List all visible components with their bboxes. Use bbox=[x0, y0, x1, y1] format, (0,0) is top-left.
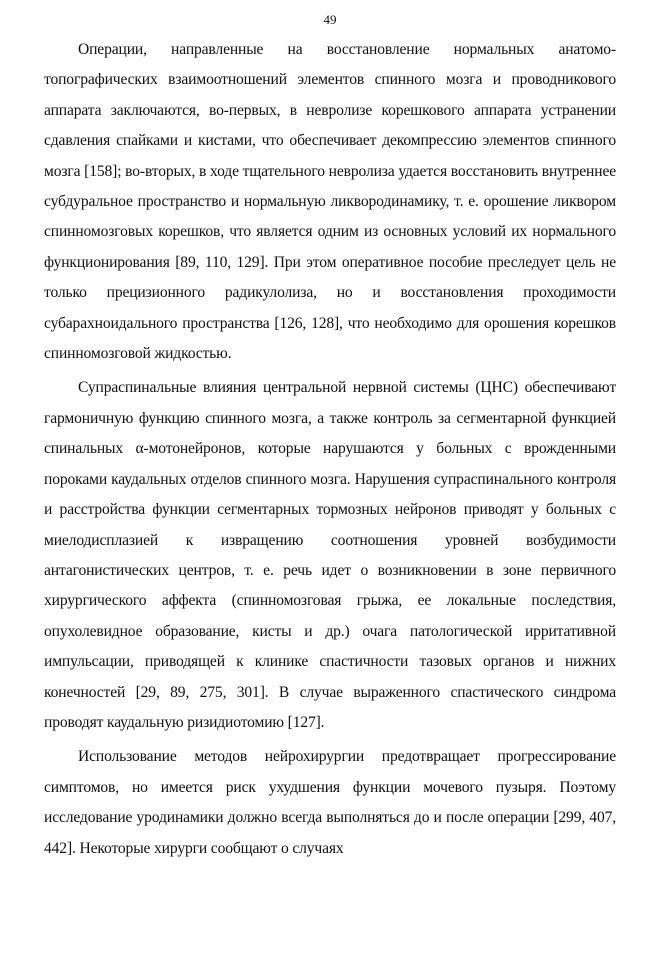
document-body bbox=[44, 35, 616, 864]
page-number: 49 bbox=[323, 12, 337, 27]
paragraph-supraspinal-influences: Супраспинальные влияния центральной нервной системы (ЦНС) обеспечивают гармоничную функцию спинного мозга, а также контроль за сегментарной функцией спинальных α-мотонейронов, которые нарушаются у больных с врожденными пороками каудальных отделов спинного мозга. Нарушения супраспинального контроля и расстройства функции сегментарных тормозных нейронов приводят у больных с миелодисплазией к извращению соотношения уровней возбудимости антагонистических центров, т. е. речь идет о возникновении в зоне первичного хирургического аффекта (спинномозговая грыжа, ее локальные последствия, опухолевидное образование, кисты и др.) очага патологической ирритативной импульсации, приводящей к клинике спастичности тазовых органов и нижних конечностей [29, 89, 275, 301]. В случае выраженного спастического синдрома проводят каудальную ризидиотомию [127]. bbox=[44, 379, 616, 731]
paragraph-neurosurgery-operations: Операции, направленные на восстановление нормальных анатомо-топографических взаимоотношений элементов спинного мозга и проводникового аппарата заключаются, во-первых, в невролизе корешкового аппарата устранении сдавления спайками и кистами, что обеспечивает декомпрессию элементов спинного мозга [158]; во-вторых, в ходе тщательного невролиза удается восстановить внутреннее субдуральное пространство и нормальную ликвородинамику, т. е. орошение ликвором спинномозговых корешков, что является одним из основных условий их нормального функционирования [89, 110, 129]. При этом оперативное пособие преследует цель не только прецизионного радикулолиза, но и восстановления проходимости субарахноидального пространства [126, 128], что необходимо для орошения корешков спинномозговой жидкостью. bbox=[44, 41, 616, 363]
paragraph-neurosurgery-methods: Использование методов нейрохирургии предотвращает прогрессирование симптомов, но имеется риск ухудшения функции мочевого пузыря. Поэтому исследование уродинамики должно всегда выполняться до и после операции [299, 407, 442]. Некоторые хирурги сообщают о случаях bbox=[44, 748, 616, 857]
